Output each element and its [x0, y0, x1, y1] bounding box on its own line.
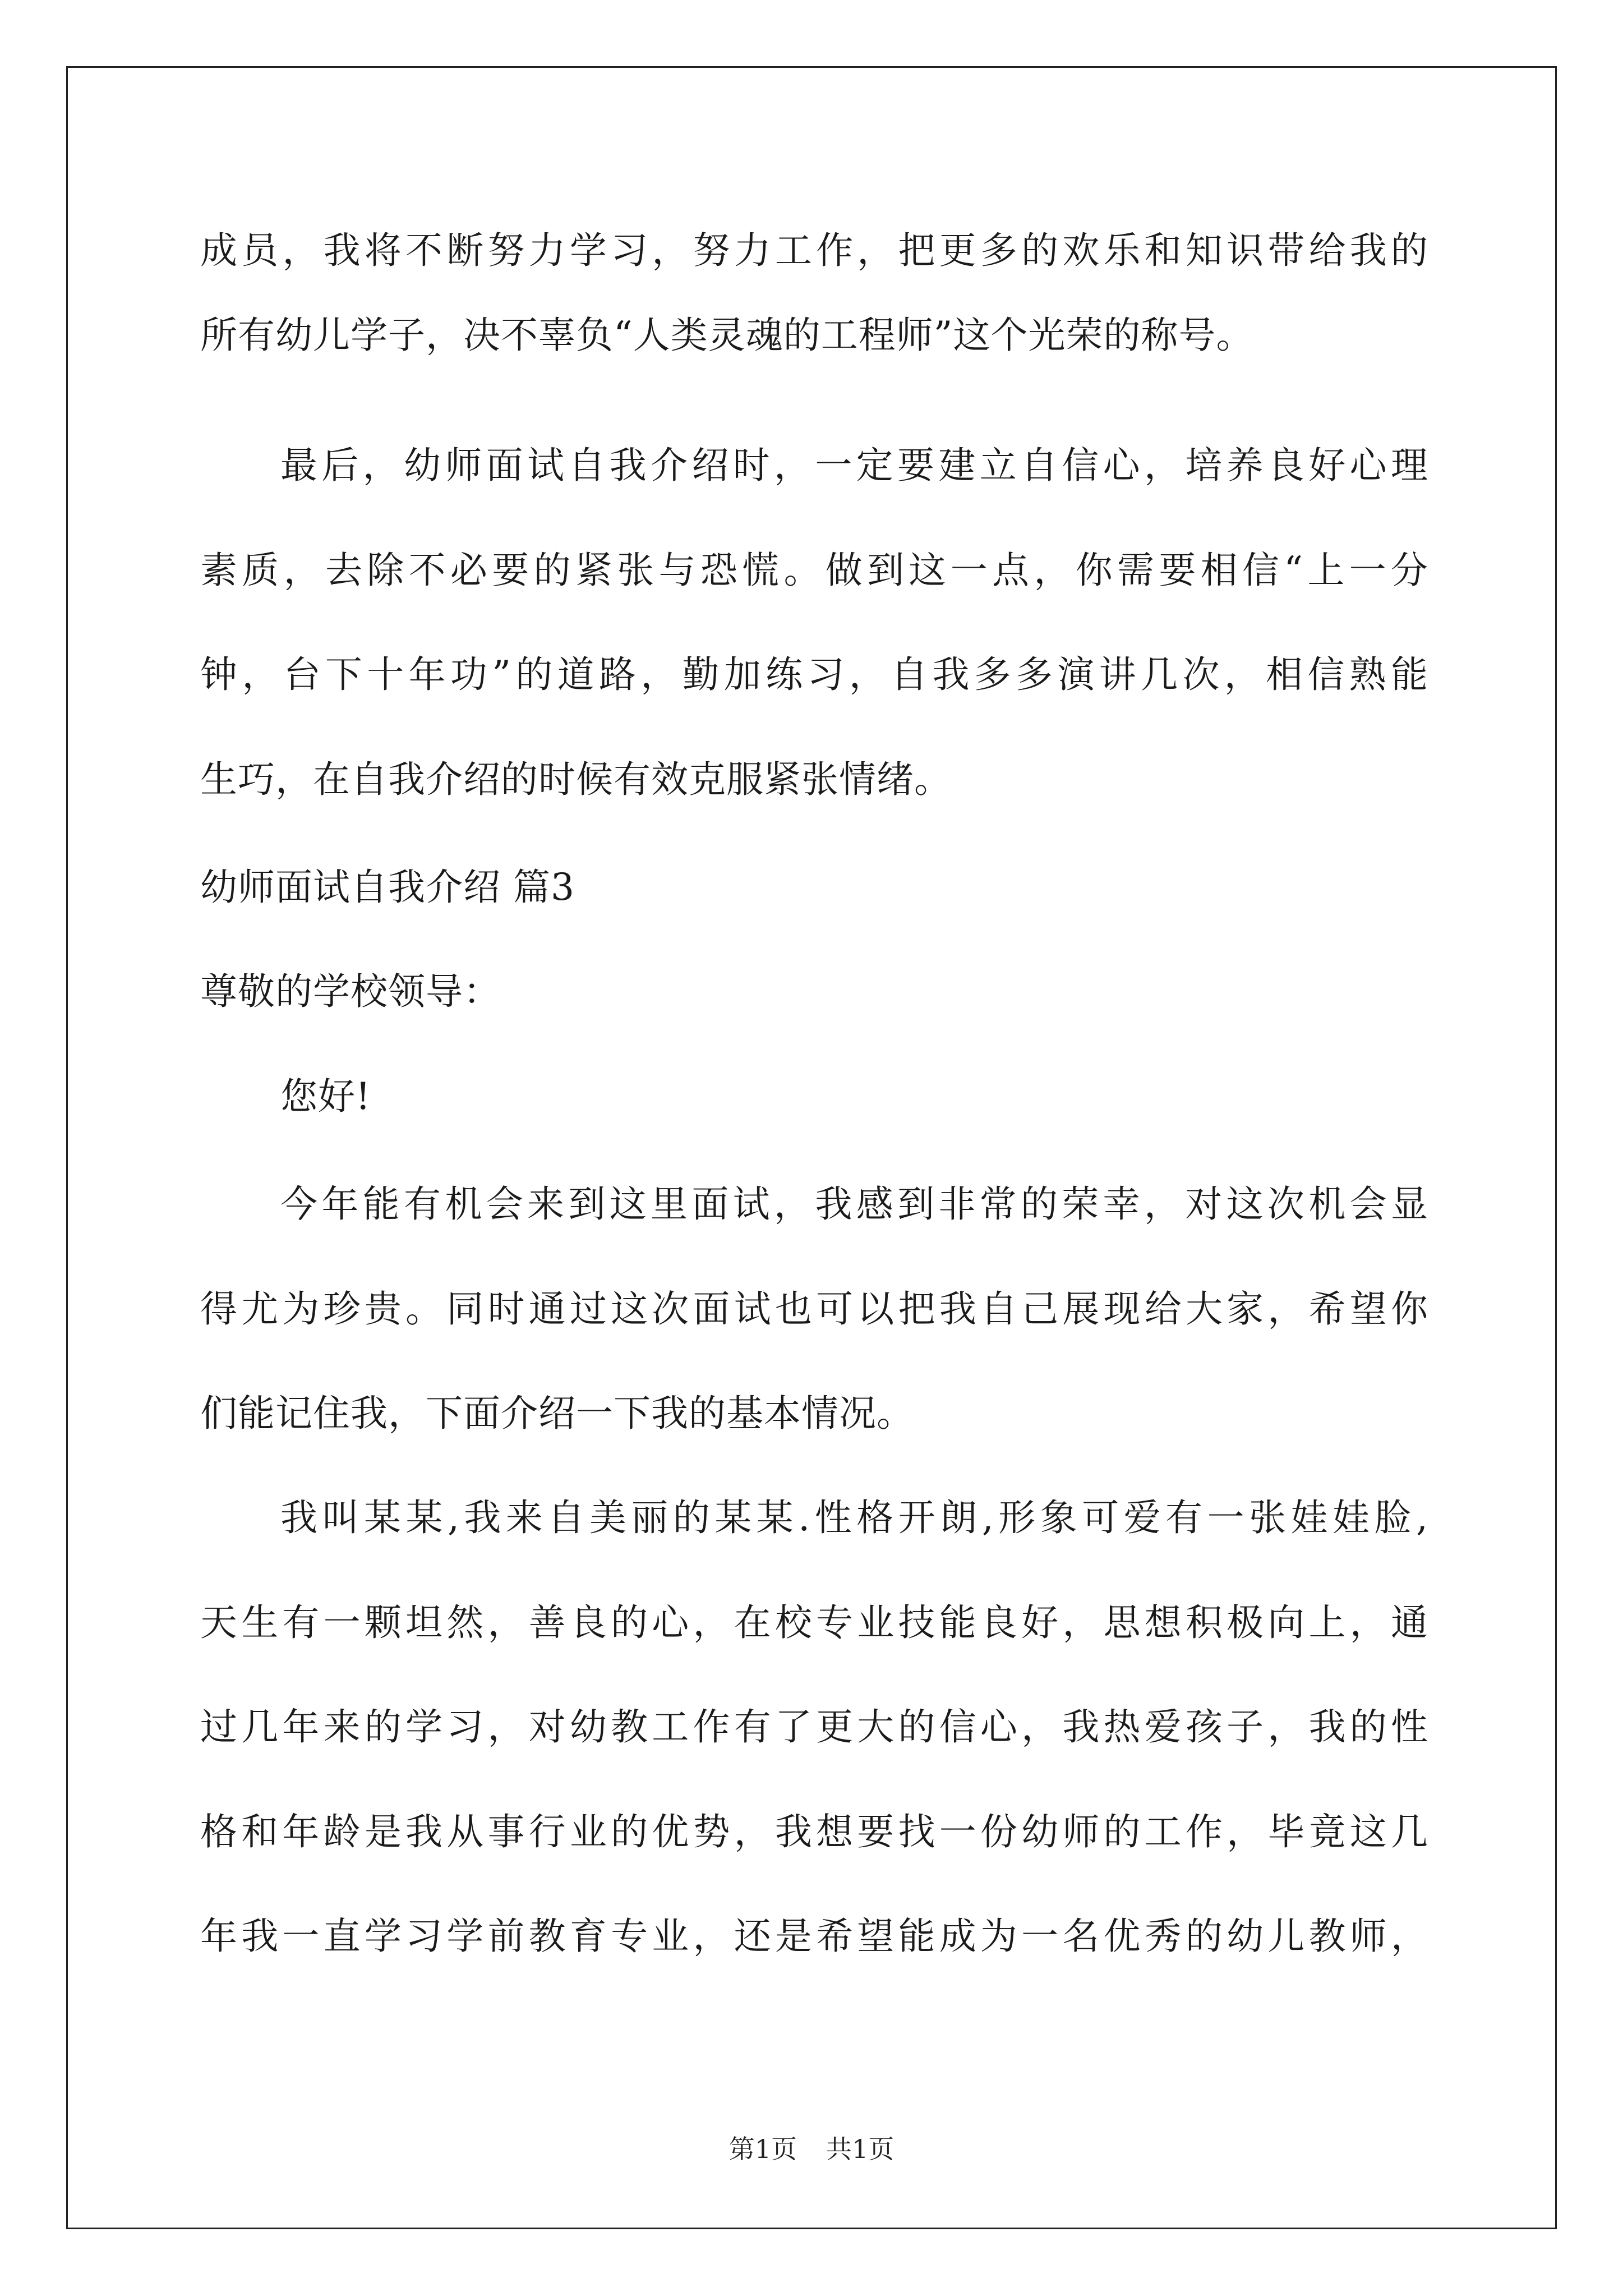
section-heading: 幼师面试自我介绍 篇3 — [200, 866, 575, 909]
page-footer — [0, 2133, 1623, 2165]
text-line: 得尤为珍贵。同时通过这次面试也可以把我自己展现给大家，希望你 — [200, 1287, 1428, 1331]
text-line: 过几年来的学习，对幼教工作有了更大的信心，我热爱孩子，我的性 — [200, 1705, 1428, 1749]
greeting: 您好! — [280, 1075, 371, 1118]
text-line: 们能记住我，下面介绍一下我的基本情况。 — [200, 1392, 914, 1435]
page-total: 共1页 — [826, 2134, 895, 2164]
text-line: 素质，去除不必要的紧张与恐慌。做到这一点，你需要相信“上一分 — [200, 549, 1428, 592]
paragraph-first-line: 我叫某某,我来自美丽的某某.性格开朗,形象可爱有一张娃娃脸, — [280, 1496, 1428, 1539]
text-line: 生巧，在自我介绍的时候有效克服紧张情绪。 — [200, 758, 952, 801]
page-border — [66, 66, 1557, 2229]
text-line: 格和年龄是我从事行业的优势，我想要找一份幼师的工作，毕竟这几 — [200, 1810, 1428, 1853]
text-line: 所有幼儿学子，决不辜负“人类灵魂的工程师”这个光荣的称号。 — [200, 314, 1254, 357]
salutation: 尊敬的学校领导： — [200, 970, 501, 1013]
paragraph-first-line: 今年能有机会来到这里面试，我感到非常的荣幸，对这次机会显 — [280, 1182, 1428, 1226]
page-number: 第1页 — [728, 2134, 797, 2164]
text-line: 年我一直学习学前教育专业，还是希望能成为一名优秀的幼儿教师， — [200, 1915, 1428, 1958]
paragraph-first-line: 最后，幼师面试自我介绍时，一定要建立自信心，培养良好心理 — [280, 444, 1428, 487]
text-line: 天生有一颗坦然，善良的心，在校专业技能良好，思想积极向上，通 — [200, 1601, 1428, 1644]
text-line: 成员，我将不断努力学习，努力工作，把更多的欢乐和知识带给我的 — [200, 229, 1428, 272]
text-line: 钟，台下十年功”的道路，勤加练习，自我多多演讲几次，相信熟能 — [200, 653, 1428, 696]
